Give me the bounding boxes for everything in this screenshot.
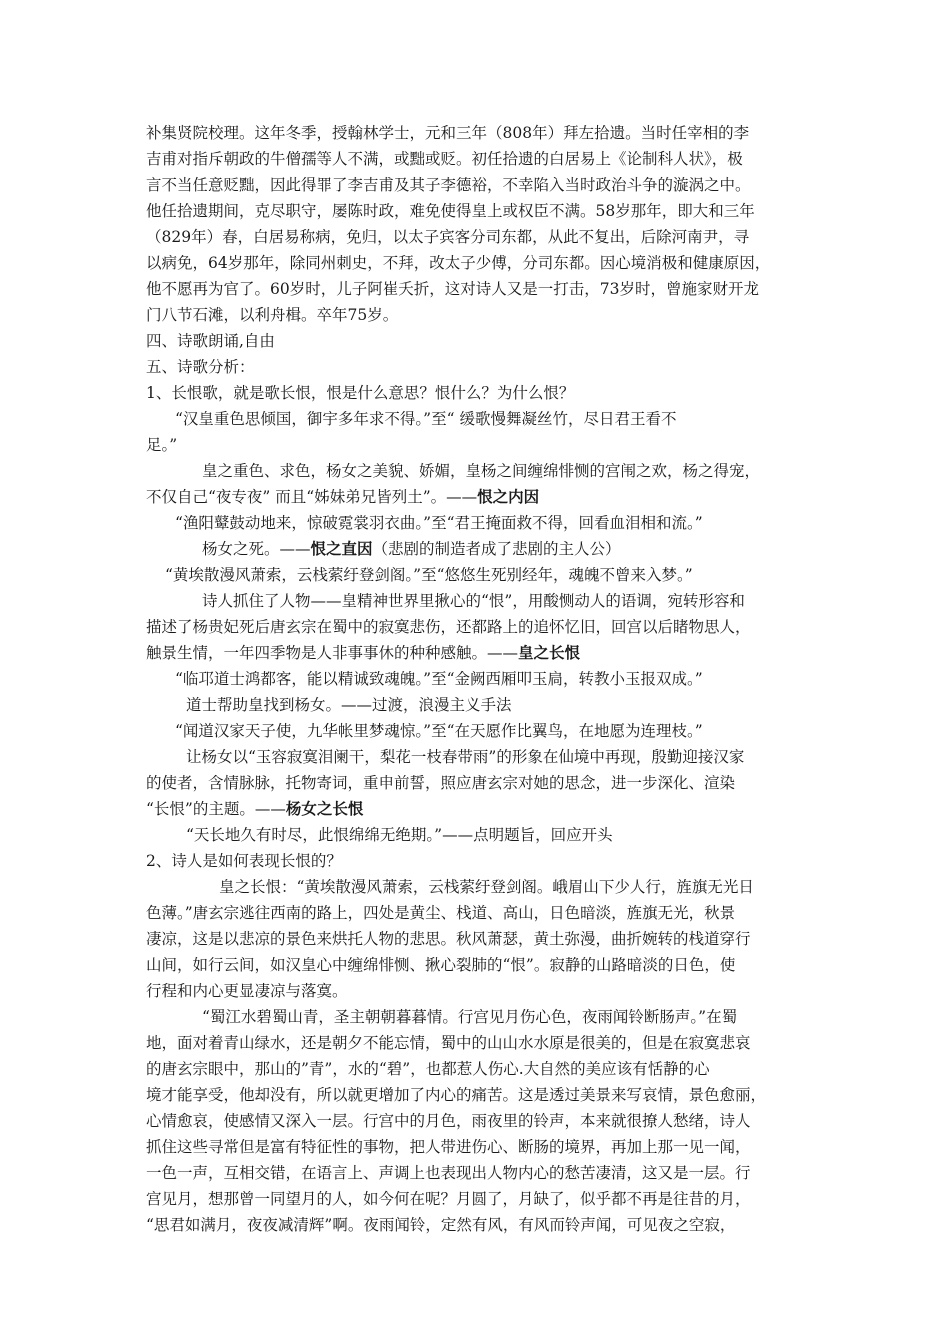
analysis-text: 行程和内心更显凄凉与落寞。 [146, 982, 348, 1000]
question-heading: 1、长恨歌，就是歌长恨，恨是什么意思？恨什么？为什么恨？ [146, 384, 575, 402]
analysis-text: 道士帮助皇找到杨女。——过渡，浪漫主义手法 [186, 696, 512, 714]
poem-quote: “临邛道士鸿都客，能以精诚致魂魄。”至“金阙西厢叩玉扃，转教小玉报双成。” [175, 670, 703, 688]
analysis-text: 山间，如行云间，如汉皇心中缠绵悱恻、揪心裂肺的“恨”。寂静的山路暗淡的日色，使 [146, 956, 736, 974]
poem-quote: “黄埃散漫风萧索，云栈萦纡登剑阁。”至“悠悠生死别经年，魂魄不曾来入梦。” [165, 566, 693, 584]
analysis-text: 一色一声，互相交错，在语言上、声调上也表现出人物内心的愁苦凄清，这又是一层。行 [146, 1164, 751, 1182]
analysis-text: 抓住这些寻常但是富有特征性的事物，把人带进伤心、断肠的境界，再加上那一见一闻， [146, 1138, 751, 1156]
bold-keyword: 皇之长恨 [518, 644, 581, 662]
body-text-line: （829年）春，白居易称病，免归，以太子宾客分司东都，从此不复出，后除河南尹，寻 [146, 228, 750, 246]
section-heading: 五、诗歌分析： [146, 358, 255, 376]
analysis-text: 的使者，含情脉脉，托物寄词，重申前誓，照应唐玄宗对她的思念，进一步深化、渲染 [146, 774, 736, 792]
analysis-text: 宫见月，想那曾一同望月的人，如今何在呢？月圆了，月缺了，似乎都不再是往昔的月， [146, 1190, 751, 1208]
analysis-text [202, 537, 621, 561]
body-text-line: 门八节石滩，以利舟楫。卒年75岁。 [146, 306, 399, 324]
poem-quote: “汉皇重色思倾国，御宇多年求不得。”至“ 缓歌慢舞凝丝竹，尽日君王看不 [175, 410, 677, 428]
bold-keyword: 恨之直因 [310, 540, 373, 558]
analysis-text: 描述了杨贵妃死后唐玄宗在蜀中的寂寞悲伤，还都路上的追怀忆旧，回宫以后睹物思人， [146, 618, 751, 636]
poem-quote: “闻道汉家天子使，九华帐里梦魂惊。”至“在天愿作比翼鸟，在地愿为连理枝。” [175, 722, 703, 740]
analysis-text: 让杨女以“玉容寂寞泪阑干，梨花一枝春带雨”的形象在仙境中再现，殷勤迎接汉家 [186, 748, 745, 766]
analysis-text-span: “长恨”的主题。—— [146, 800, 286, 818]
analysis-text: 诗人抓住了人物——皇精神世界里揪心的“恨”，用酸恻动人的语调，宛转形容和 [202, 592, 745, 610]
analysis-text [146, 485, 539, 509]
analysis-text [146, 797, 363, 821]
section-heading: 四、诗歌朗诵,自由 [146, 332, 275, 350]
analysis-text: 凄凉，这是以悲凉的景色来烘托人物的悲思。秋风萧瑟，黄土弥漫，曲折婉转的栈道穿行 [146, 930, 751, 948]
body-text-line: 他不愿再为官了。60岁时，儿子阿崔夭折，这对诗人又是一打击，73岁时，曾施家财开龙 [146, 280, 759, 298]
analysis-text: “思君如满月，夜夜减清辉”啊。夜雨闻铃，定然有风，有风而铃声闻，可见夜之空寂， [146, 1216, 736, 1234]
analysis-text-span: 触景生情，一年四季物是人非事事休的种种感触。—— [146, 644, 519, 662]
analysis-text-span: 不仅自己“夜专夜” 而且“姊妹弟兄皆列土”。—— [146, 488, 478, 506]
poem-quote: “渔阳鼙鼓动地来，惊破霓裳羽衣曲。”至“君王掩面救不得，回看血泪相和流。” [175, 514, 703, 532]
analysis-text: 心情愈哀，使感情又深入一层。行宫中的月色，雨夜里的铃声，本来就很撩人愁绪，诗人 [146, 1112, 751, 1130]
bold-keyword: 杨女之长恨 [285, 800, 364, 818]
poem-quote: 足。” [146, 436, 178, 454]
analysis-text-span: （悲剧的制造者成了悲剧的主人公） [372, 540, 621, 558]
body-text-line: 言不当任意贬黜，因此得罪了李吉甫及其子李德裕，不幸陷入当时政治斗争的漩涡之中。 [146, 176, 751, 194]
question-heading: 2、诗人是如何表现长恨的？ [146, 852, 342, 870]
analysis-text: 皇之重色、求色，杨女之美貌、娇媚，皇杨之间缠绵悱恻的宫闱之欢，杨之得宠， [202, 462, 761, 480]
poem-quote: “天长地久有时尽，此恨绵绵无绝期。”——点明题旨，回应开头 [186, 826, 613, 844]
body-text-line: 吉甫对指斥朝政的牛僧孺等人不满，或黜或贬。初任拾遗的白居易上《论制科人状》，极 [146, 150, 743, 168]
analysis-text: 境才能享受，他却没有，所以就更增加了内心的痛苦。这是透过美景来写哀情，景色愈丽， [146, 1086, 767, 1104]
analysis-text: 地，面对着青山绿水，还是朝夕不能忘情，蜀中的山山水水原是很美的，但是在寂寞悲哀 [146, 1034, 751, 1052]
body-text-line: 以病免，64岁那年，除同州刺史，不拜，改太子少傅，分司东都。因心境消极和健康原因， [146, 254, 771, 272]
bold-keyword: 恨之内因 [477, 488, 540, 506]
body-text-line: 补集贤院校理。这年冬季，授翰林学士，元和三年（808年）拜左拾遗。当时任宰相的李 [146, 124, 750, 142]
analysis-text: “蜀江水碧蜀山青，圣主朝朝暮暮情。行宫见月伤心色，夜雨闻铃断肠声。”在蜀 [202, 1008, 738, 1026]
analysis-text: 的唐玄宗眼中，那山的”青”，水的“碧”，也都惹人伤心.大自然的美应该有恬静的心 [146, 1060, 710, 1078]
analysis-text: 色薄。”唐玄宗逃往西南的路上，四处是黄尘、栈道、高山，日色暗淡，旌旗无光，秋景 [146, 904, 736, 922]
analysis-text [146, 641, 580, 665]
analysis-text: 皇之长恨：“黄埃散漫风萧索，云栈萦纡登剑阁。峨眉山下少人行，旌旗无光日 [219, 878, 754, 896]
analysis-text-span: 杨女之死。—— [202, 540, 311, 558]
body-text-line: 他任拾遗期间，克尽职守，屡陈时政，难免使得皇上或权臣不满。58岁那年，即大和三年 [146, 202, 755, 220]
